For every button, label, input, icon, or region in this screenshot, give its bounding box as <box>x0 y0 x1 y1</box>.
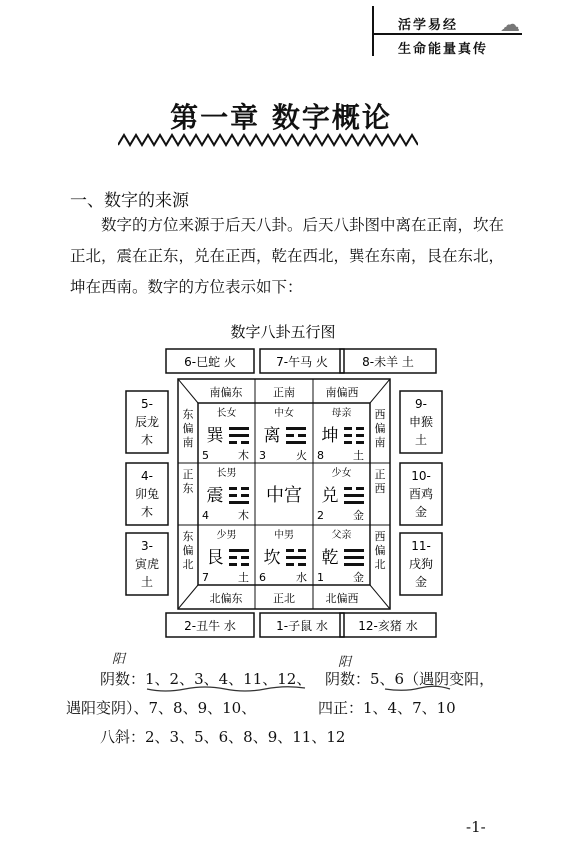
trigram-number: 2 <box>317 509 324 522</box>
ring-right-char: 南 <box>374 436 386 449</box>
trigram-line <box>229 563 237 566</box>
left-box-label: 4- <box>141 469 153 483</box>
right-box-label: 金 <box>414 505 428 519</box>
ring-right-char: 西 <box>374 408 386 421</box>
trigram-line <box>229 434 249 437</box>
section-heading: 一、数字的来源 <box>70 191 189 211</box>
trigram-number: 3 <box>259 449 266 462</box>
ring-right-char: 西 <box>374 482 386 495</box>
trigram-number: 6 <box>259 571 266 584</box>
trigram-number: 7 <box>202 571 209 584</box>
four-cardinal-numbers: 四正：1、4、7、10 <box>318 699 456 717</box>
trigram-name: 离 <box>263 426 281 446</box>
yang-numbers-line: 阴数：5、6（遇阴变阳， <box>325 670 495 688</box>
right-box-label: 10- <box>411 469 431 483</box>
body-paragraph: 数字的方位来源于后天八卦。后天八卦图中离在正南，坎在正北，震在正东，兑在正西，乾在西北，巽在东南，艮在东北，坤在西南。数字的方位表示如下： <box>70 216 505 296</box>
ring-right-char: 西 <box>374 530 386 543</box>
right-box-label: 11- <box>411 539 431 553</box>
trigram-line <box>241 487 249 490</box>
trigram-line <box>241 556 249 559</box>
trigram-name: 艮 <box>206 548 224 568</box>
handwritten-note-1: 阳 <box>112 652 126 667</box>
trigram-element: 火 <box>296 449 307 462</box>
trigram-line <box>298 434 306 437</box>
trigram-line <box>344 549 364 552</box>
cloud-ornament-icon: ☁ <box>500 12 520 36</box>
trigram-line <box>229 556 237 559</box>
ring-left-char: 正 <box>182 468 194 481</box>
trigram-name: 乾 <box>321 548 339 568</box>
right-box-label: 金 <box>414 575 428 589</box>
trigram-line <box>344 427 352 430</box>
diagram-title: 数字八卦五行图 <box>230 323 336 341</box>
right-box-label: 戌狗 <box>408 557 434 571</box>
trigram-line <box>286 427 306 430</box>
ring-left-char: 东 <box>182 482 194 495</box>
trigram-name: 坎 <box>263 548 281 568</box>
trigram-line <box>344 441 352 444</box>
left-box-label: 寅虎 <box>134 557 160 571</box>
trigram-line <box>229 549 249 552</box>
trigram-line <box>229 441 237 444</box>
eight-diagonal-numbers: 八斜：2、3、5、6、8、9、11、12 <box>100 728 346 746</box>
trigram-number: 8 <box>317 449 324 462</box>
trigram-element: 土 <box>353 449 364 462</box>
ring-right-char: 偏 <box>374 544 386 557</box>
trigram-element: 金 <box>353 571 364 584</box>
ring-right-char: 正 <box>374 468 386 481</box>
trigram-element: 水 <box>296 571 307 584</box>
trigram-role-label: 中女 <box>274 408 294 419</box>
trigram-line <box>356 441 364 444</box>
ring-top-label: 南偏东 <box>209 386 243 399</box>
top-box-label: 8-未羊 土 <box>362 355 414 369</box>
left-box-label: 土 <box>140 575 154 589</box>
zigzag-divider <box>118 133 418 147</box>
trigram-line <box>241 494 249 497</box>
ring-bottom-label: 正北 <box>273 592 295 605</box>
trigram-line <box>298 549 306 552</box>
trigram-line <box>241 441 249 444</box>
trigram-line <box>229 427 249 430</box>
trigram-line <box>286 441 306 444</box>
ring-bottom-label: 北偏西 <box>325 592 359 605</box>
running-header-top: 活学易经 <box>398 18 459 33</box>
trigram-element: 土 <box>238 571 249 584</box>
left-box-label: 木 <box>140 505 154 519</box>
trigram-role-label: 长女 <box>216 408 237 419</box>
trigram-line <box>344 556 364 559</box>
handwritten-underline <box>145 683 495 695</box>
chapter-title: 第一章 数字概论 <box>170 101 392 134</box>
trigram-name: 震 <box>206 486 224 506</box>
trigram-role-label: 少女 <box>331 468 352 479</box>
ring-left-char: 偏 <box>182 422 194 435</box>
running-header-bottom: 生命能量真传 <box>398 42 489 57</box>
trigram-line <box>229 487 237 490</box>
trigram-name: 兑 <box>321 486 339 506</box>
trigram-line <box>286 563 294 566</box>
right-box-label: 申猴 <box>408 415 434 429</box>
right-box-label: 9- <box>415 397 427 411</box>
ring-left-char: 北 <box>182 558 194 571</box>
ring-left-char: 偏 <box>182 544 194 557</box>
center-palace: 中宫 <box>266 485 302 506</box>
left-box-label: 3- <box>141 539 153 553</box>
trigram-line <box>356 434 364 437</box>
trigram-line <box>286 549 294 552</box>
ring-top-label: 南偏西 <box>325 386 359 399</box>
trigram-role-label: 中男 <box>274 530 294 541</box>
bottom-box-label: 12-亥猪 水 <box>358 619 418 633</box>
ring-right-char: 偏 <box>374 422 386 435</box>
trigram-number: 1 <box>317 571 324 584</box>
trigram-role-label: 长男 <box>216 468 237 479</box>
trigram-line <box>344 563 364 566</box>
left-box-label: 辰龙 <box>134 415 160 429</box>
ring-left-char: 东 <box>182 408 194 421</box>
trigram-line <box>344 501 364 504</box>
header-rule-vertical <box>372 6 374 56</box>
trigram-role-label: 父亲 <box>331 530 352 541</box>
trigram-number: 4 <box>202 509 209 522</box>
trigram-line <box>286 556 306 559</box>
left-box-label: 木 <box>140 433 154 447</box>
trigram-name: 坤 <box>321 426 339 446</box>
right-box-label: 土 <box>414 433 428 447</box>
handwritten-note-2: 阳 <box>338 655 352 670</box>
trigram-element: 木 <box>238 449 249 462</box>
bottom-box-label: 1-子鼠 水 <box>276 619 328 633</box>
yin-numbers-line: 阴数：1、2、3、4、11、12、 <box>100 670 312 688</box>
trigram-line <box>344 434 352 437</box>
trigram-line <box>356 487 364 490</box>
trigram-line <box>298 563 306 566</box>
ring-left-char: 南 <box>182 436 194 449</box>
trigram-line <box>229 494 237 497</box>
trigram-line <box>356 427 364 430</box>
page-number: -1- <box>466 818 486 836</box>
trigram-line <box>229 501 249 504</box>
trigram-line <box>344 494 364 497</box>
bagua-diagram <box>118 315 448 640</box>
trigram-number: 5 <box>202 449 209 462</box>
trigram-element: 金 <box>353 509 364 522</box>
left-box-label: 5- <box>141 397 153 411</box>
trigram-line <box>344 487 352 490</box>
yin-numbers-continued: 遇阳变阴）、7、8、9、10、 <box>66 699 257 717</box>
ring-left-char: 东 <box>182 530 194 543</box>
ring-right-char: 北 <box>374 558 386 571</box>
top-box-label: 7-午马 火 <box>276 355 328 369</box>
trigram-name: 巽 <box>206 426 224 446</box>
trigram-element: 木 <box>238 509 249 522</box>
trigram-role-label: 母亲 <box>331 408 352 419</box>
top-box-label: 6-巳蛇 火 <box>184 355 236 369</box>
left-box-label: 卯兔 <box>134 487 160 501</box>
ring-top-label: 正南 <box>273 386 295 399</box>
bottom-box-label: 2-丑牛 水 <box>184 619 236 633</box>
right-box-label: 酉鸡 <box>408 487 434 501</box>
trigram-line <box>286 434 294 437</box>
trigram-role-label: 少男 <box>216 530 237 541</box>
ring-bottom-label: 北偏东 <box>209 592 243 605</box>
trigram-line <box>241 563 249 566</box>
